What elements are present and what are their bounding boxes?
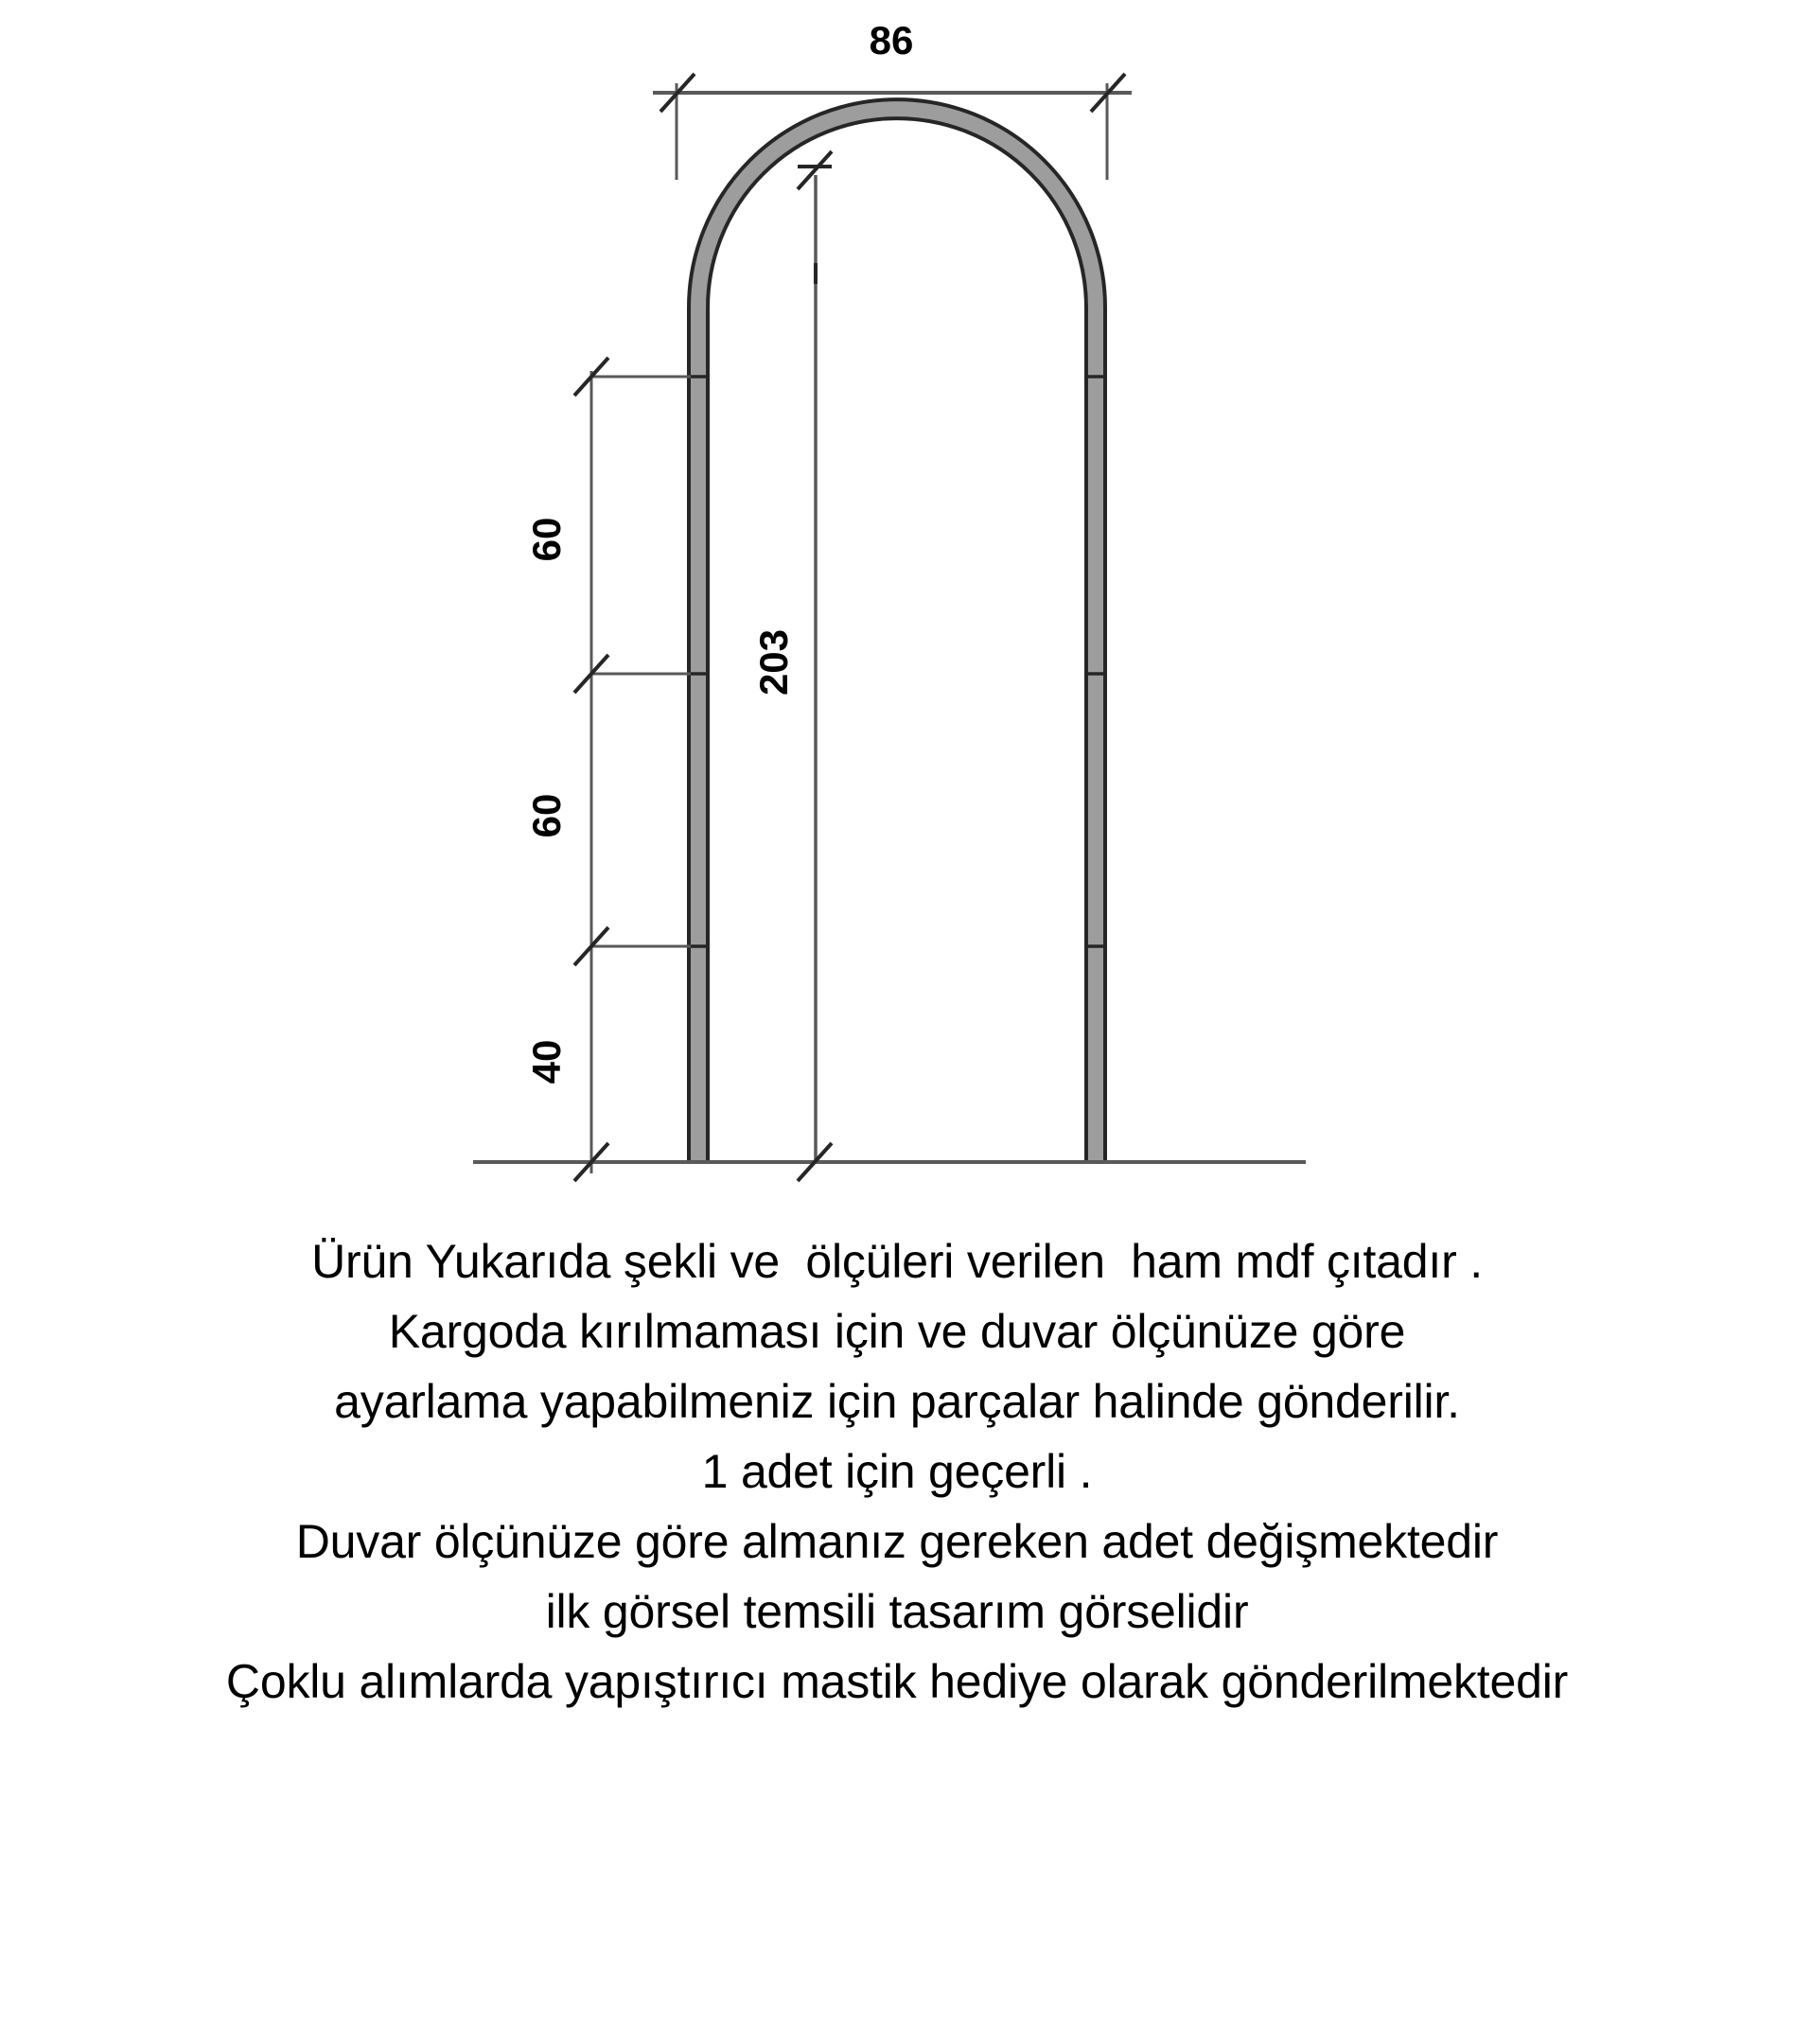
description-line: 1 adet için geçerli . [701, 1445, 1093, 1498]
dimension-label-segment-3: 40 [524, 1039, 569, 1084]
dimension-label-segment-1: 60 [524, 517, 569, 562]
description-line: ayarlama yapabilmeniz için parçalar halinde gönderilir. [334, 1375, 1460, 1428]
dimension-label-height: 203 [751, 628, 796, 696]
dimension-label-segment-2: 60 [524, 793, 569, 838]
description-line: Duvar ölçünüze göre almanız gereken adet değişmektedir [295, 1515, 1499, 1568]
description-line: ilk görsel temsili tasarım görselidir [545, 1585, 1249, 1638]
dimension-chain-left [524, 358, 691, 1181]
description-line: Çoklu alımlarda yapıştırıcı mastik hediye olarak gönderilmektedir [225, 1655, 1569, 1708]
description-line: Kargoda kırılmaması için ve duvar ölçünüze göre [388, 1305, 1406, 1358]
dimension-label-width: 86 [869, 18, 914, 62]
description-line: Ürün Yukarıda şekli ve ölçüleri verilen ham mdf çıtadır . [311, 1235, 1483, 1288]
description-text-block [0, 1226, 1794, 1717]
dimension-height-203 [751, 151, 832, 1181]
